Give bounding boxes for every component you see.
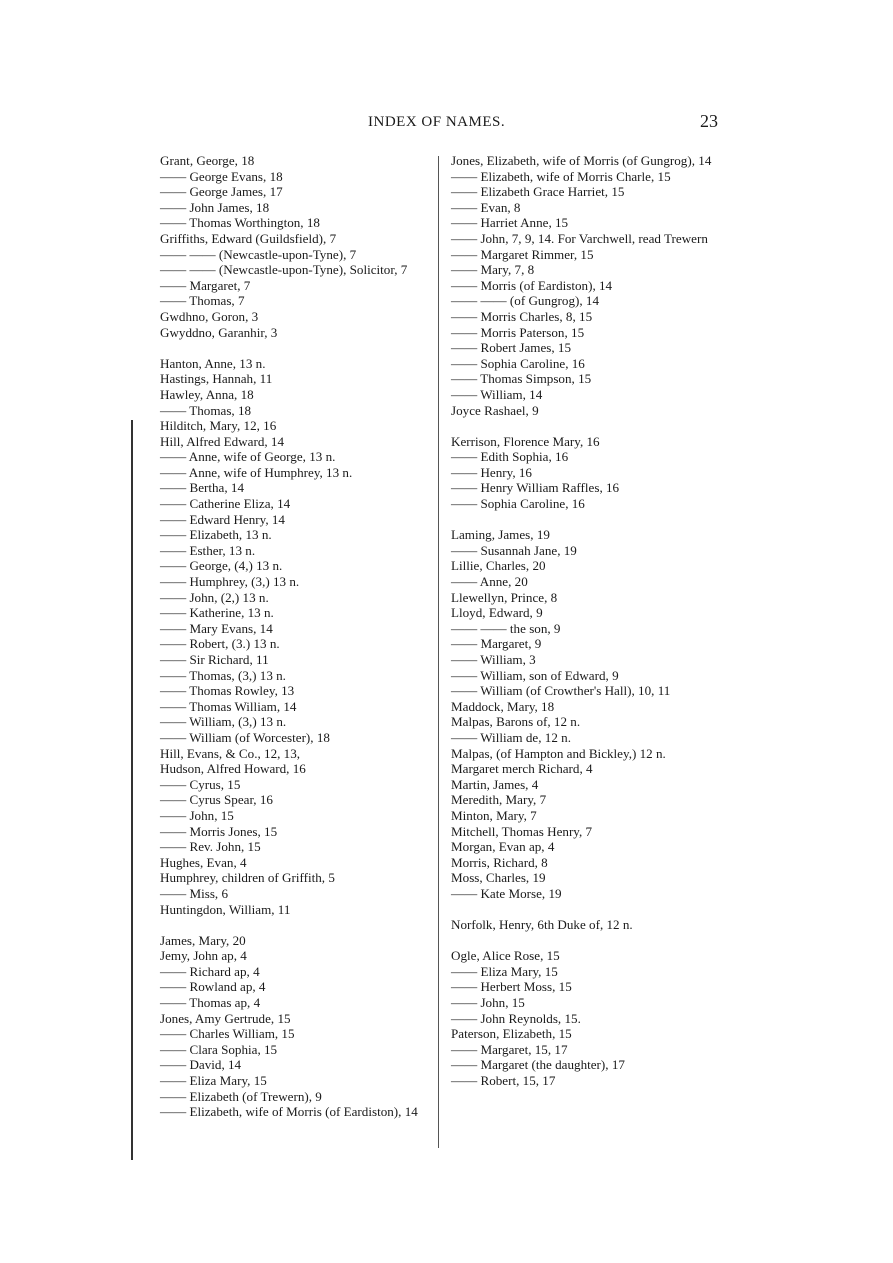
index-entry: —— Herbert Moss, 15 xyxy=(451,979,572,995)
index-entry xyxy=(160,340,432,356)
index-entry: —— Elizabeth Grace Harriet, 15 xyxy=(451,184,625,200)
index-entry: —— Richard ap, 4 xyxy=(160,963,260,979)
index-entry: —— Thomas, (3,) 13 n. xyxy=(160,667,286,683)
index-entry: Hilditch, Mary, 12, 16 xyxy=(160,418,277,434)
index-entry: Hanton, Anne, 13 n. xyxy=(160,355,266,371)
index-entry: James, Mary, 20 xyxy=(160,932,246,948)
index-entry: Hill, Evans, & Co., 12, 13, xyxy=(160,745,301,761)
index-entry: Mitchell, Thomas Henry, 7 xyxy=(451,823,593,839)
index-entry: —— —— the son, 9 xyxy=(451,620,561,636)
index-entry: Hill, Alfred Edward, 14 xyxy=(160,433,285,449)
index-entry: —— Cyrus Spear, 16 xyxy=(160,792,273,808)
index-entry: —— David, 14 xyxy=(160,1057,242,1073)
index-entry: —— John, 7, 9, 14. For Varchwell, read Trewern xyxy=(451,230,708,246)
index-entry: Griffiths, Edward (Guildsfield), 7 xyxy=(160,230,337,246)
index-entry: —— Margaret, 7 xyxy=(160,277,251,293)
page-number: 23 xyxy=(700,111,718,131)
index-entry: Moss, Charles, 19 xyxy=(451,870,546,886)
index-entry: Hastings, Hannah, 11 xyxy=(160,371,273,387)
index-entry: —— Morris Jones, 15 xyxy=(160,823,278,839)
index-entry: Grant, George, 18 xyxy=(160,153,255,168)
index-entry: —— Thomas, 18 xyxy=(160,402,252,418)
index-entry: —— Sophia Caroline, 16 xyxy=(451,355,585,371)
index-entry: —— Thomas, 7 xyxy=(160,293,245,309)
index-entry: —— Mary Evans, 14 xyxy=(160,620,273,636)
index-entry: —— Eliza Mary, 15 xyxy=(451,963,558,979)
index-entry: —— Miss, 6 xyxy=(160,885,229,901)
index-entry: Norfolk, Henry, 6th Duke of, 12 n. xyxy=(451,917,633,933)
index-entry: —— Sophia Caroline, 16 xyxy=(451,496,585,512)
index-entry: Ogle, Alice Rose, 15 xyxy=(451,948,560,964)
index-entry: —— Katherine, 13 n. xyxy=(160,605,274,621)
index-entry: Jones, Elizabeth, wife of Morris (of Gungrog), 14 xyxy=(451,153,712,168)
index-entry: Lillie, Charles, 20 xyxy=(451,558,546,574)
index-entry: —— Elizabeth (of Trewern), 9 xyxy=(160,1088,322,1104)
index-entry: —— William (of Crowther's Hall), 10, 11 xyxy=(451,683,671,699)
index-entry: Martin, James, 4 xyxy=(451,776,539,792)
index-entry: Gwyddno, Garanhir, 3 xyxy=(160,324,278,340)
index-entry: Llewellyn, Prince, 8 xyxy=(451,589,558,605)
index-entry: Hughes, Evan, 4 xyxy=(160,854,247,870)
index-entry: Jones, Amy Gertrude, 15 xyxy=(160,1010,291,1026)
index-entry: —— Morris (of Eardiston), 14 xyxy=(451,277,613,293)
index-entry: Gwdhno, Goron, 3 xyxy=(160,308,259,324)
index-entry: —— Harriet Anne, 15 xyxy=(451,215,569,231)
index-entry: —— William, 3 xyxy=(451,652,536,667)
index-entry: Meredith, Mary, 7 xyxy=(451,792,547,808)
index-entry: —— Robert, (3.) 13 n. xyxy=(160,636,280,652)
index-entry: Maddock, Mary, 18 xyxy=(451,698,555,714)
index-entry: —— George James, 17 xyxy=(160,184,283,200)
index-entry: —— Clara Sophia, 15 xyxy=(160,1041,278,1057)
index-entry: —— John, 15 xyxy=(451,995,525,1011)
index-entry: —— Esther, 13 n. xyxy=(160,542,256,558)
index-entry: —— Morris Paterson, 15 xyxy=(451,324,585,340)
index-entry: Margaret merch Richard, 4 xyxy=(451,761,593,777)
index-entry: —— Cyrus, 15 xyxy=(160,776,241,792)
index-entry: —— John, 15 xyxy=(160,807,234,823)
index-entry: —— Elizabeth, wife of Morris (of Eardiston), 14 xyxy=(160,1104,418,1120)
index-entry xyxy=(160,917,432,933)
index-entry: —— Anne, wife of Humphrey, 13 n. xyxy=(160,464,353,480)
index-entry: —— Margaret Rimmer, 15 xyxy=(451,246,594,262)
index-entry: —— —— (Newcastle-upon-Tyne), 7 xyxy=(160,246,357,262)
index-column-right xyxy=(451,153,723,1089)
index-entry: —— Edward Henry, 14 xyxy=(160,511,285,527)
index-entry: Malpas, Barons of, 12 n. xyxy=(451,714,581,730)
index-entry: —— John James, 18 xyxy=(160,199,270,215)
index-entry: —— Margaret, 9 xyxy=(451,636,542,652)
index-entry: —— Sir Richard, 11 xyxy=(160,652,269,667)
index-entry: —— Humphrey, (3,) 13 n. xyxy=(160,574,300,590)
index-entry: —— William, 14 xyxy=(451,386,543,402)
index-entry: Malpas, (of Hampton and Bickley,) 12 n. xyxy=(451,745,666,761)
index-entry: —— George Evans, 18 xyxy=(160,168,283,184)
index-entry: —— Rev. John, 15 xyxy=(160,839,261,855)
index-entry: Morris, Richard, 8 xyxy=(451,854,548,870)
index-entry: —— Kate Morse, 19 xyxy=(451,885,562,901)
index-entry: —— Thomas Rowley, 13 xyxy=(160,683,295,699)
index-entry: —— John, (2,) 13 n. xyxy=(160,589,269,605)
index-entry: —— Catherine Eliza, 14 xyxy=(160,496,291,512)
index-entry xyxy=(451,933,723,949)
index-entry: Laming, James, 19 xyxy=(451,527,550,543)
index-entry: Lloyd, Edward, 9 xyxy=(451,605,543,621)
index-entry: —— John Reynolds, 15. xyxy=(451,1010,581,1026)
index-entry: Humphrey, children of Griffith, 5 xyxy=(160,870,335,886)
index-entry: —— Thomas Simpson, 15 xyxy=(451,371,592,387)
index-entry: —— Elizabeth, wife of Morris Charle, 15 xyxy=(451,168,671,184)
index-entry: —— Mary, 7, 8 xyxy=(451,262,535,278)
index-entry xyxy=(451,418,723,434)
index-entry xyxy=(451,512,723,528)
index-entry: —— Henry, 16 xyxy=(451,464,532,480)
index-entry: Morgan, Evan ap, 4 xyxy=(451,839,555,855)
index-entry: —— Charles William, 15 xyxy=(160,1026,295,1042)
index-entry: —— Margaret (the daughter), 17 xyxy=(451,1057,625,1073)
index-entry: —— George, (4,) 13 n. xyxy=(160,558,283,574)
index-entry: —— Anne, wife of George, 13 n. xyxy=(160,449,336,465)
index-entry: Joyce Rashael, 9 xyxy=(451,402,539,418)
index-entry: Hudson, Alfred Howard, 16 xyxy=(160,761,306,777)
index-entry: —— Thomas William, 14 xyxy=(160,698,297,714)
index-entry: Minton, Mary, 7 xyxy=(451,807,537,823)
index-entry: —— William, (3,) 13 n. xyxy=(160,714,287,730)
index-entry: —— Rowland ap, 4 xyxy=(160,979,266,995)
column-divider xyxy=(438,156,439,1148)
index-entry: —— Edith Sophia, 16 xyxy=(451,449,569,465)
index-entry: —— Bertha, 14 xyxy=(160,480,245,496)
index-entry: —— Robert, 15, 17 xyxy=(451,1073,556,1089)
index-entry: —— William de, 12 n. xyxy=(451,729,571,745)
index-entry: Hawley, Anna, 18 xyxy=(160,386,254,402)
index-entry: —— Evan, 8 xyxy=(451,199,521,215)
index-entry: —— —— (of Gungrog), 14 xyxy=(451,293,600,309)
index-entry: Kerrison, Florence Mary, 16 xyxy=(451,433,600,449)
index-entry: —— William, son of Edward, 9 xyxy=(451,667,619,683)
margin-binding-mark xyxy=(131,420,133,1160)
index-entry: Jemy, John ap, 4 xyxy=(160,948,247,964)
index-entry: —— William (of Worcester), 18 xyxy=(160,729,330,745)
index-column-left xyxy=(160,153,432,1120)
page-header xyxy=(0,111,893,134)
page-title: INDEX OF NAMES. xyxy=(368,114,506,130)
index-entry: —— —— (Newcastle-upon-Tyne), Solicitor, 7 xyxy=(160,262,408,278)
index-entry: —— Elizabeth, 13 n. xyxy=(160,527,272,543)
index-entry: Huntingdon, William, 11 xyxy=(160,901,291,917)
index-entry xyxy=(451,902,723,918)
index-entry: —— Henry William Raffles, 16 xyxy=(451,480,620,496)
index-entry: —— Susannah Jane, 19 xyxy=(451,542,577,558)
index-entry: —— Morris Charles, 8, 15 xyxy=(451,308,593,324)
index-entry: Paterson, Elizabeth, 15 xyxy=(451,1026,572,1042)
index-entry: —— Robert James, 15 xyxy=(451,340,572,356)
index-entry: —— Eliza Mary, 15 xyxy=(160,1073,267,1089)
index-entry: —— Anne, 20 xyxy=(451,574,528,590)
index-entry: —— Thomas Worthington, 18 xyxy=(160,215,320,231)
index-entry: —— Margaret, 15, 17 xyxy=(451,1041,568,1057)
index-entry: —— Thomas ap, 4 xyxy=(160,995,261,1011)
